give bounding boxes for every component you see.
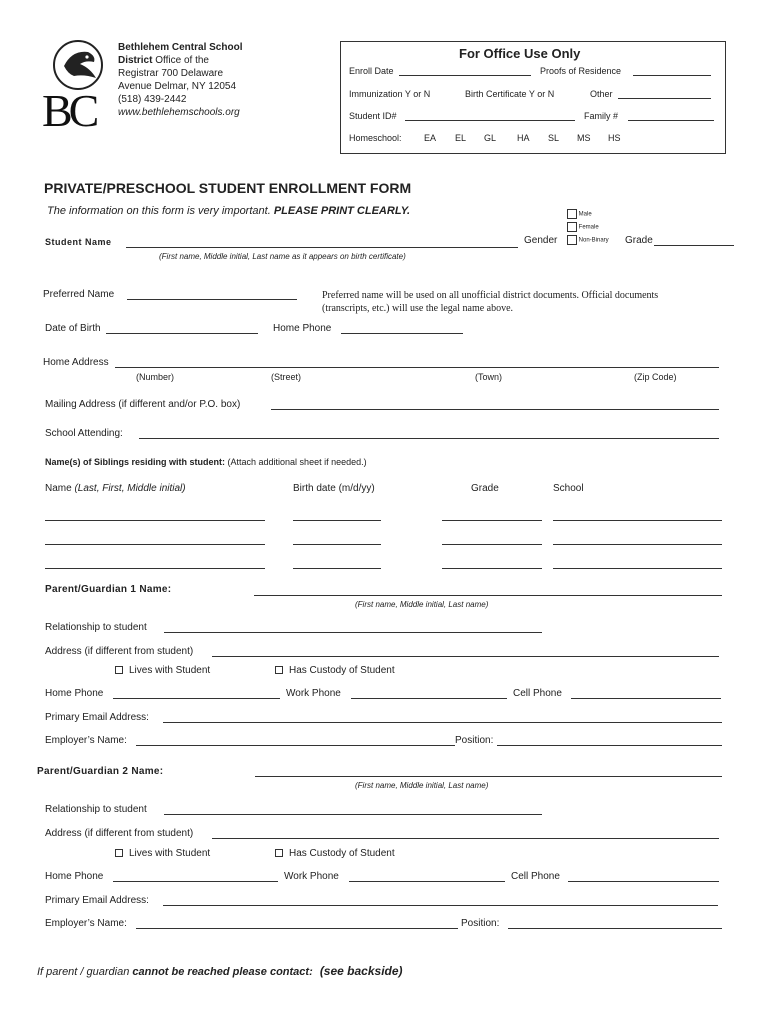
parent1-address-field[interactable] bbox=[212, 656, 719, 657]
sibling-name-field[interactable] bbox=[45, 520, 265, 521]
preferred-name-note: Preferred name will be used on all unofficial district documents. Official documents (transcripts, etc.) will use the legal name above. bbox=[322, 290, 659, 314]
parent1-employer-label: Employer’s Name: bbox=[45, 735, 127, 746]
sibling-name-hint: (Last, First, Middle initial) bbox=[71, 483, 186, 494]
parent1-employer-field[interactable] bbox=[136, 745, 455, 746]
grade-label: Grade bbox=[625, 235, 653, 246]
parent2-lives-option[interactable] bbox=[115, 848, 210, 859]
parent1-relationship-label: Relationship to student bbox=[45, 622, 147, 633]
nonbinary-label: Non-Binary bbox=[578, 237, 609, 244]
male-checkbox[interactable] bbox=[567, 209, 577, 219]
district-phone: (518) 439-2442 bbox=[118, 94, 187, 105]
parent1-custody-option[interactable] bbox=[275, 665, 395, 676]
dob-label: Date of Birth bbox=[45, 323, 101, 334]
address-number-hint: (Number) bbox=[136, 372, 175, 382]
footer-italic-text: If parent / guardian bbox=[37, 966, 133, 978]
parent2-home-phone-label: Home Phone bbox=[45, 871, 104, 882]
birth-cert-label: Birth Certificate Y or N bbox=[465, 89, 555, 99]
parent2-email-field[interactable] bbox=[163, 905, 718, 906]
dob-field[interactable] bbox=[106, 333, 258, 334]
see-backside-text: (see backside) bbox=[319, 964, 403, 978]
parent2-home-phone-field[interactable] bbox=[113, 881, 278, 882]
address-line1: Registrar 700 Delaware bbox=[118, 68, 224, 79]
parent1-address-label: Address (if different from student) bbox=[45, 646, 194, 657]
sibling-birth-field[interactable] bbox=[293, 520, 381, 521]
address-street-hint: (Street) bbox=[271, 372, 302, 382]
parent1-email-field[interactable] bbox=[163, 722, 722, 723]
address-zip-hint: (Zip Code) bbox=[634, 372, 677, 382]
grade-field[interactable] bbox=[654, 245, 734, 246]
parent2-name-hint: (First name, Middle initial, Last name) bbox=[355, 781, 489, 790]
gender-female-option[interactable] bbox=[567, 222, 599, 232]
siblings-label: Name(s) of Siblings residing with student: bbox=[45, 457, 226, 467]
school-attending-label: School Attending: bbox=[45, 428, 123, 439]
sibling-grade-field[interactable] bbox=[442, 568, 542, 569]
homeschool-option[interactable]: MS bbox=[577, 133, 591, 143]
parent2-work-phone-label: Work Phone bbox=[284, 871, 339, 882]
female-checkbox[interactable] bbox=[567, 222, 577, 232]
district-info bbox=[118, 41, 242, 119]
print-clearly: PLEASE PRINT CLEARLY. bbox=[273, 205, 411, 217]
gender-label: Gender bbox=[524, 235, 558, 246]
family-field[interactable] bbox=[628, 120, 714, 121]
district-logo bbox=[40, 38, 120, 138]
office-label: Office of the bbox=[152, 55, 209, 66]
home-address-field[interactable] bbox=[115, 367, 719, 368]
student-name-field[interactable] bbox=[126, 247, 518, 248]
sibling-name-field[interactable] bbox=[45, 544, 265, 545]
parent2-custody-option[interactable] bbox=[275, 848, 395, 859]
sibling-grade-field[interactable] bbox=[442, 544, 542, 545]
mailing-address-field[interactable] bbox=[271, 409, 719, 410]
sibling-grade-header: Grade bbox=[471, 483, 499, 494]
student-id-label: Student ID# bbox=[349, 111, 397, 121]
homeschool-option[interactable]: HS bbox=[608, 133, 621, 143]
parent1-relationship-field[interactable] bbox=[164, 632, 542, 633]
immunization-label: Immunization Y or N bbox=[349, 89, 431, 99]
logo-letters: BC bbox=[42, 85, 96, 136]
sibling-birth-field[interactable] bbox=[293, 568, 381, 569]
student-name-hint: (First name, Middle initial, Last name as it appears on birth certificate) bbox=[159, 252, 406, 261]
sibling-name-title: Name bbox=[45, 483, 72, 494]
parent2-custody-label: Has Custody of Student bbox=[289, 848, 395, 859]
family-label: Family # bbox=[584, 111, 619, 121]
parent2-custody-checkbox[interactable] bbox=[275, 849, 283, 857]
parent1-cell-phone-field[interactable] bbox=[571, 698, 721, 699]
parent1-custody-label: Has Custody of Student bbox=[289, 665, 395, 676]
nonbinary-checkbox[interactable] bbox=[567, 235, 577, 245]
parent2-cell-phone-field[interactable] bbox=[568, 881, 719, 882]
intro-text: The information on this form is very important. bbox=[47, 205, 274, 217]
parent1-work-phone-label: Work Phone bbox=[286, 688, 341, 699]
sibling-birth-header: Birth date (m/d/yy) bbox=[293, 483, 375, 494]
parent2-employer-label: Employer’s Name: bbox=[45, 918, 127, 929]
parent2-position-label: Position: bbox=[461, 918, 500, 929]
mailing-address-label: Mailing Address (if different and/or P.O. box) bbox=[45, 399, 241, 410]
parent1-lives-label: Lives with Student bbox=[129, 665, 211, 676]
other-field[interactable] bbox=[618, 98, 711, 99]
female-label: Female bbox=[578, 224, 599, 231]
sibling-birth-field[interactable] bbox=[293, 544, 381, 545]
preferred-name-label: Preferred Name bbox=[43, 289, 115, 300]
homeschool-option[interactable]: GL bbox=[484, 133, 497, 143]
parent1-cell-phone-label: Cell Phone bbox=[513, 688, 562, 699]
office-use-title: For Office Use Only bbox=[459, 46, 581, 61]
parent1-position-field[interactable] bbox=[497, 745, 722, 746]
parent1-lives-option[interactable] bbox=[115, 665, 210, 676]
parent1-name-field[interactable] bbox=[254, 595, 722, 596]
footer-bold-text: cannot be reached please contact: bbox=[132, 966, 313, 978]
enroll-date-label: Enroll Date bbox=[349, 66, 394, 76]
homeschool-option[interactable]: EL bbox=[455, 133, 467, 143]
parent1-position-label: Position: bbox=[455, 735, 494, 746]
parent2-name-label: Parent/Guardian 2 Name: bbox=[37, 766, 164, 777]
sibling-school-header: School bbox=[553, 483, 584, 494]
homeschool-option[interactable]: EA bbox=[424, 133, 437, 143]
parent2-name-field[interactable] bbox=[255, 776, 722, 777]
proofs-label: Proofs of Residence bbox=[540, 66, 622, 76]
parent2-employer-field[interactable] bbox=[136, 928, 458, 929]
sibling-school-field[interactable] bbox=[553, 520, 722, 521]
form-intro bbox=[47, 205, 410, 217]
parent2-lives-checkbox[interactable] bbox=[115, 849, 123, 857]
student-home-phone-field[interactable] bbox=[341, 333, 463, 334]
preferred-name-field[interactable] bbox=[127, 299, 297, 300]
sibling-name-header bbox=[45, 483, 186, 494]
parent2-relationship-field[interactable] bbox=[164, 814, 542, 815]
parent2-work-phone-field[interactable] bbox=[349, 881, 505, 882]
parent1-home-phone-field[interactable] bbox=[113, 698, 280, 699]
sibling-school-field[interactable] bbox=[553, 544, 722, 545]
parent2-address-label: Address (if different from student) bbox=[45, 828, 194, 839]
parent1-work-phone-field[interactable] bbox=[351, 698, 507, 699]
home-address-label: Home Address bbox=[43, 357, 109, 368]
district-label: District bbox=[118, 55, 153, 66]
parent2-address-field[interactable] bbox=[212, 838, 719, 839]
parent1-lives-checkbox[interactable] bbox=[115, 666, 123, 674]
proofs-field[interactable] bbox=[633, 75, 711, 76]
parent1-name-label: Parent/Guardian 1 Name: bbox=[45, 584, 172, 595]
gender-male-option[interactable] bbox=[567, 209, 592, 219]
address-town-hint: (Town) bbox=[475, 372, 503, 382]
student-home-phone-label: Home Phone bbox=[273, 323, 332, 334]
parent2-email-label: Primary Email Address: bbox=[45, 895, 149, 906]
parent1-custody-checkbox[interactable] bbox=[275, 666, 283, 674]
enroll-date-field[interactable] bbox=[399, 75, 531, 76]
student-id-field[interactable] bbox=[405, 120, 575, 121]
sibling-grade-field[interactable] bbox=[442, 520, 542, 521]
homeschool-label: Homeschool: bbox=[349, 133, 402, 143]
parent1-email-label: Primary Email Address: bbox=[45, 712, 149, 723]
male-label: Male bbox=[578, 211, 592, 218]
other-label: Other bbox=[590, 89, 613, 99]
parent2-relationship-label: Relationship to student bbox=[45, 804, 147, 815]
siblings-heading bbox=[45, 457, 367, 467]
homeschool-option[interactable]: HA bbox=[517, 133, 530, 143]
parent2-cell-phone-label: Cell Phone bbox=[511, 871, 560, 882]
parent2-lives-label: Lives with Student bbox=[129, 848, 211, 859]
address-line2: Avenue Delmar, NY 12054 bbox=[118, 81, 237, 92]
district-website: www.bethlehemschools.org bbox=[118, 107, 240, 118]
school-attending-field[interactable] bbox=[139, 438, 719, 439]
sibling-name-field[interactable] bbox=[45, 568, 265, 569]
student-name-label: Student Name bbox=[45, 237, 112, 247]
parent1-home-phone-label: Home Phone bbox=[45, 688, 104, 699]
form-title: PRIVATE/PRESCHOOL STUDENT ENROLLMENT FORM bbox=[44, 180, 412, 196]
sibling-school-field[interactable] bbox=[553, 568, 722, 569]
homeschool-option[interactable]: SL bbox=[548, 133, 560, 143]
district-name: Bethlehem Central School bbox=[118, 42, 243, 53]
parent1-name-hint: (First name, Middle initial, Last name) bbox=[355, 600, 489, 609]
parent2-position-field[interactable] bbox=[508, 928, 722, 929]
emergency-contact-note bbox=[37, 964, 403, 978]
gender-nonbinary-option[interactable] bbox=[567, 235, 609, 245]
siblings-note: (Attach additional sheet if needed.) bbox=[225, 457, 367, 467]
